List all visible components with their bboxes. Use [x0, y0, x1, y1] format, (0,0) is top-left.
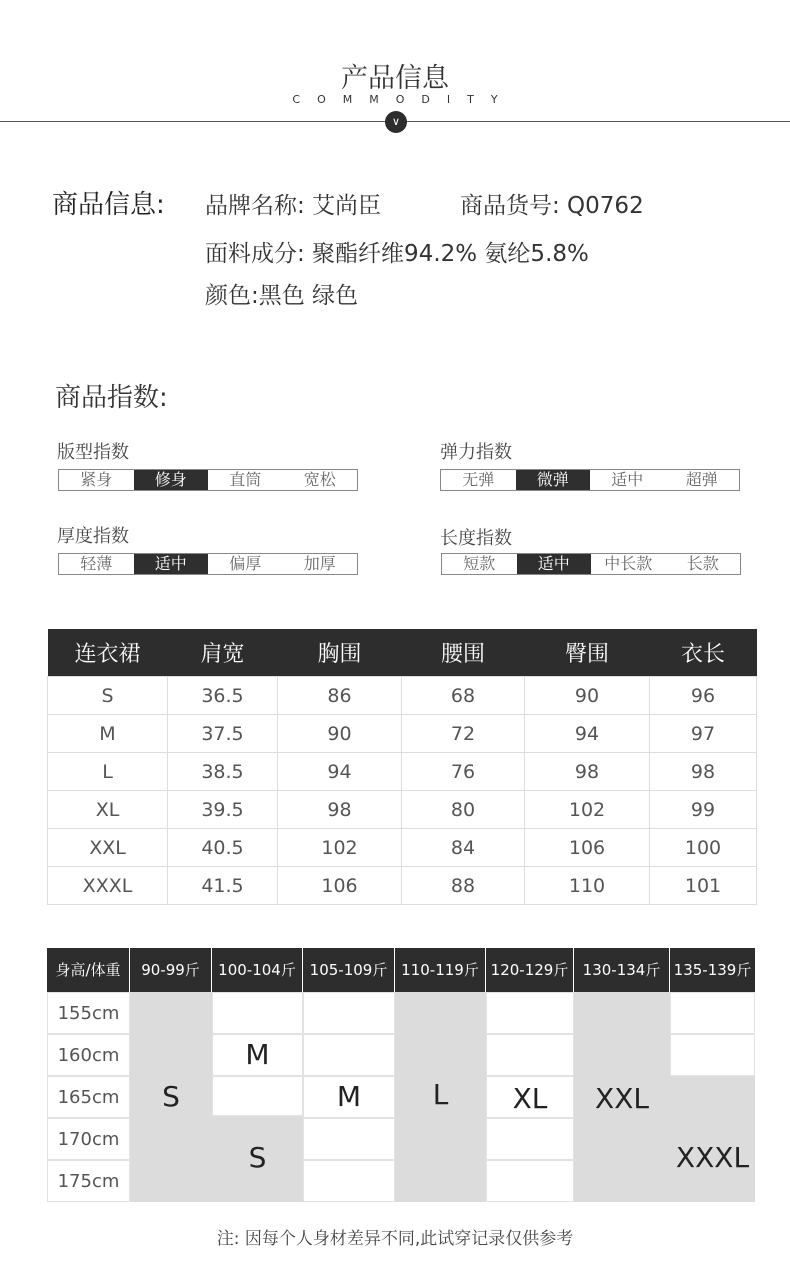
- fit-cell: [486, 1118, 574, 1160]
- fit-cell: [212, 1076, 303, 1116]
- column-header: 130-134斤: [574, 948, 670, 992]
- table-cell: 72: [402, 715, 525, 753]
- table-cell: 68: [402, 677, 525, 715]
- fit-size-label: S: [248, 1141, 267, 1174]
- elasticity-index-option: 超弹: [685, 470, 718, 489]
- table-cell: 36.5: [168, 677, 278, 715]
- footnote: 注: 因每个人身材差异不同,此试穿记录仅供参考: [216, 1229, 574, 1249]
- fit-size-label: S: [162, 1080, 180, 1113]
- fit-size-label: XXXL: [675, 1141, 750, 1174]
- thickness-index-option: 适中: [134, 554, 209, 574]
- table-cell: XXXL: [48, 867, 168, 905]
- table-cell: 80: [402, 791, 525, 829]
- table-row: [48, 677, 757, 715]
- fit-index-title: 版型指数: [57, 442, 129, 463]
- table-cell: 86: [278, 677, 402, 715]
- table-cell: 96: [650, 677, 757, 715]
- height-label: 175cm: [47, 1160, 130, 1202]
- chevron-down-icon: ∨: [385, 111, 407, 133]
- table-cell: XXL: [48, 829, 168, 867]
- table-cell: XL: [48, 791, 168, 829]
- fit-index-option: 紧身: [80, 470, 113, 489]
- column-header: 衣长: [650, 629, 757, 677]
- table-cell: 88: [402, 867, 525, 905]
- table-cell: 41.5: [168, 867, 278, 905]
- column-header: 100-104斤: [212, 948, 303, 992]
- table-cell: 106: [278, 867, 402, 905]
- table-cell: 76: [402, 753, 525, 791]
- fit-cell: [303, 992, 395, 1034]
- table-cell: M: [48, 715, 168, 753]
- column-header: 120-129斤: [486, 948, 574, 992]
- table-cell: 90: [278, 715, 402, 753]
- fit-cell: [486, 1034, 574, 1076]
- fit-cell: [486, 1160, 574, 1202]
- length-index-scale: [441, 553, 741, 575]
- fit-cell: [303, 1118, 395, 1160]
- fabric-composition: 面料成分: 聚酯纤维94.2% 氨纶5.8%: [205, 241, 589, 267]
- thickness-index-option: 轻薄: [80, 554, 113, 573]
- table-cell: 94: [525, 715, 650, 753]
- size-table-header: [48, 629, 757, 677]
- table-cell: 98: [525, 753, 650, 791]
- column-header: 胸围: [278, 629, 402, 677]
- column-header: 身高/体重: [47, 948, 130, 992]
- elasticity-index-title: 弹力指数: [440, 442, 512, 463]
- column-header: 肩宽: [168, 629, 278, 677]
- fit-cell: [670, 992, 755, 1034]
- table-row: [48, 829, 757, 867]
- fit-index-scale: [58, 469, 358, 491]
- table-cell: 101: [650, 867, 757, 905]
- index-heading: 商品指数:: [55, 383, 168, 413]
- height-label: 165cm: [47, 1076, 130, 1118]
- elasticity-index-option: 微弹: [516, 470, 591, 490]
- elasticity-index-option: 无弹: [462, 470, 495, 489]
- fit-table-header: [47, 948, 755, 992]
- column-header: 110-119斤: [395, 948, 486, 992]
- table-row: [48, 753, 757, 791]
- table-row: [48, 867, 757, 905]
- table-cell: 94: [278, 753, 402, 791]
- fit-cell: [670, 1034, 755, 1076]
- size-table: [47, 629, 757, 905]
- table-cell: 90: [525, 677, 650, 715]
- fit-size-label: M: [336, 1080, 362, 1113]
- thickness-index-option: 偏厚: [229, 554, 262, 573]
- thickness-index-scale: [58, 553, 358, 575]
- fit-size-label: XL: [512, 1082, 548, 1115]
- column-header: 臀围: [525, 629, 650, 677]
- table-cell: 97: [650, 715, 757, 753]
- page-title: 产品信息: [341, 63, 449, 94]
- sku-number: 商品货号: Q0762: [460, 193, 644, 219]
- elasticity-index-option: 适中: [611, 470, 644, 489]
- brand-name: 品牌名称: 艾尚臣: [205, 193, 382, 219]
- thickness-index-option: 加厚: [303, 554, 336, 573]
- table-cell: 102: [278, 829, 402, 867]
- column-header: 105-109斤: [303, 948, 395, 992]
- table-cell: 110: [525, 867, 650, 905]
- table-cell: 37.5: [168, 715, 278, 753]
- table-cell: 38.5: [168, 753, 278, 791]
- fit-index-option: 修身: [134, 470, 209, 490]
- length-index-option: 适中: [517, 554, 592, 574]
- fit-size-label: M: [245, 1038, 270, 1071]
- color-options: 颜色:黑色 绿色: [205, 283, 359, 309]
- table-row: [48, 791, 757, 829]
- fit-size-label: L: [432, 1078, 449, 1111]
- table-cell: 100: [650, 829, 757, 867]
- table-cell: 39.5: [168, 791, 278, 829]
- info-heading: 商品信息:: [52, 190, 165, 220]
- column-header: 连衣裙: [48, 629, 168, 677]
- table-cell: 106: [525, 829, 650, 867]
- fit-cell: [212, 992, 303, 1034]
- fit-cell: [486, 992, 574, 1034]
- height-label: 160cm: [47, 1034, 130, 1076]
- fit-cell: [303, 1160, 395, 1202]
- column-header: 90-99斤: [130, 948, 212, 992]
- fit-size-label: XXL: [595, 1082, 649, 1115]
- table-row: [48, 715, 757, 753]
- length-index-title: 长度指数: [440, 528, 512, 549]
- table-cell: 102: [525, 791, 650, 829]
- length-index-option: 长款: [686, 554, 719, 573]
- table-cell: 98: [650, 753, 757, 791]
- column-header: 135-139斤: [670, 948, 755, 992]
- length-index-option: 中长款: [604, 554, 653, 573]
- fit-cell: [303, 1034, 395, 1076]
- elasticity-index-scale: [440, 469, 740, 491]
- table-cell: 98: [278, 791, 402, 829]
- height-label: 170cm: [47, 1118, 130, 1160]
- length-index-option: 短款: [463, 554, 496, 573]
- thickness-index-title: 厚度指数: [57, 526, 129, 547]
- fit-index-option: 宽松: [303, 470, 336, 489]
- table-cell: L: [48, 753, 168, 791]
- table-cell: 84: [402, 829, 525, 867]
- page-subtitle: COMMODITY: [292, 93, 515, 106]
- table-cell: 40.5: [168, 829, 278, 867]
- fit-cell: [670, 1076, 755, 1202]
- table-cell: S: [48, 677, 168, 715]
- fit-index-option: 直筒: [229, 470, 262, 489]
- column-header: 腰围: [402, 629, 525, 677]
- table-cell: 99: [650, 791, 757, 829]
- height-label: 155cm: [47, 992, 130, 1034]
